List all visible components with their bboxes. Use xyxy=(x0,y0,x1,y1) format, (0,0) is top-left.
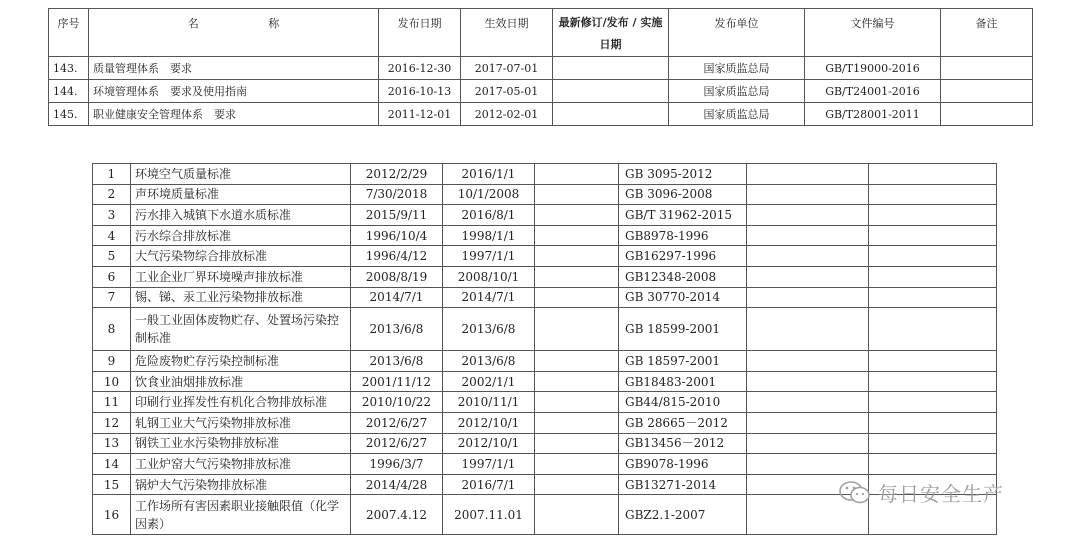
cell-publisher: 国家质监总局 xyxy=(669,57,805,80)
cell-publish-date: 2007.4.12 xyxy=(351,495,443,535)
cell-publish-date: 1996/3/7 xyxy=(351,454,443,475)
cell-empty xyxy=(747,412,869,433)
cell-effective-date: 1997/1/1 xyxy=(443,454,535,475)
cell-empty xyxy=(747,266,869,287)
cell-empty xyxy=(869,225,997,246)
cell-effective-date: 2013/6/8 xyxy=(443,308,535,351)
cell-name: 质量管理体系 要求 xyxy=(89,57,379,80)
cell-empty xyxy=(869,392,997,413)
cell-name: 环境管理体系 要求及使用指南 xyxy=(89,80,379,103)
cell-effective-date: 2007.11.01 xyxy=(443,495,535,535)
cell-publish-date: 2012/6/27 xyxy=(351,433,443,454)
cell-name: 环境空气质量标准 xyxy=(131,164,351,185)
cell-publish-date: 2014/4/28 xyxy=(351,474,443,495)
cell-number: 4 xyxy=(93,225,131,246)
cell-empty xyxy=(747,308,869,351)
cell-publish-date: 1996/10/4 xyxy=(351,225,443,246)
cell-publish-date: 2014/7/1 xyxy=(351,287,443,308)
cell-doc-number: GB 28665－2012 xyxy=(619,412,747,433)
cell-latest-revision xyxy=(535,412,619,433)
cell-doc-number: GB/T24001-2016 xyxy=(805,80,941,103)
cell-name: 轧钢工业大气污染物排放标准 xyxy=(131,412,351,433)
cell-latest-revision xyxy=(553,103,669,126)
cell-name: 职业健康安全管理体系 要求 xyxy=(89,103,379,126)
cell-effective-date: 2013/6/8 xyxy=(443,351,535,372)
table-row xyxy=(49,80,1033,103)
cell-empty xyxy=(747,454,869,475)
cell-name: 声环境质量标准 xyxy=(131,184,351,205)
cell-empty xyxy=(869,351,997,372)
cell-latest-revision xyxy=(535,392,619,413)
watermark xyxy=(838,478,1004,507)
cell-number: 2 xyxy=(93,184,131,205)
cell-latest-revision xyxy=(535,474,619,495)
cell-publish-date: 2012/2/29 xyxy=(351,164,443,185)
cell-name: 工业炉窑大气污染物排放标准 xyxy=(131,454,351,475)
cell-doc-number: GB18483-2001 xyxy=(619,371,747,392)
cell-empty xyxy=(869,371,997,392)
cell-number: 15 xyxy=(93,474,131,495)
cell-number: 9 xyxy=(93,351,131,372)
cell-publish-date: 2016-12-30 xyxy=(379,57,461,80)
cell-name: 危险废物贮存污染控制标准 xyxy=(131,351,351,372)
cell-latest-revision xyxy=(535,164,619,185)
cell-empty xyxy=(869,184,997,205)
cell-latest-revision xyxy=(535,246,619,267)
cell-latest-revision xyxy=(535,205,619,226)
cell-effective-date: 1998/1/1 xyxy=(443,225,535,246)
table-row xyxy=(93,412,997,433)
cell-doc-number: GB16297-1996 xyxy=(619,246,747,267)
cell-doc-number: GB 18597-2001 xyxy=(619,351,747,372)
cell-latest-revision xyxy=(553,80,669,103)
cell-remark xyxy=(941,57,1033,80)
wechat-icon xyxy=(838,480,872,506)
cell-name: 大气污染物综合排放标准 xyxy=(131,246,351,267)
cell-latest-revision xyxy=(535,495,619,535)
cell-empty xyxy=(869,308,997,351)
cell-effective-date: 2008/10/1 xyxy=(443,266,535,287)
table-row xyxy=(49,57,1033,80)
cell-effective-date: 2014/7/1 xyxy=(443,287,535,308)
cell-doc-number: GB8978-1996 xyxy=(619,225,747,246)
table-header-row xyxy=(49,9,1033,57)
cell-name: 工业企业厂界环境噪声排放标准 xyxy=(131,266,351,287)
cell-number: 3 xyxy=(93,205,131,226)
cell-empty xyxy=(747,184,869,205)
table-row xyxy=(93,287,997,308)
cell-number: 7 xyxy=(93,287,131,308)
cell-publish-date: 2015/9/11 xyxy=(351,205,443,226)
cell-doc-number: GB 30770-2014 xyxy=(619,287,747,308)
cell-seq: 143. xyxy=(49,57,89,80)
cell-number: 6 xyxy=(93,266,131,287)
cell-remark xyxy=(941,103,1033,126)
cell-publish-date: 2011-12-01 xyxy=(379,103,461,126)
cell-number: 11 xyxy=(93,392,131,413)
cell-name: 一般工业固体废物贮存、处置场污染控制标准 xyxy=(131,308,351,351)
cell-effective-date: 2012/10/1 xyxy=(443,412,535,433)
cell-empty xyxy=(747,225,869,246)
cell-empty xyxy=(869,205,997,226)
cell-doc-number: GB/T 31962-2015 xyxy=(619,205,747,226)
cell-seq: 145. xyxy=(49,103,89,126)
cell-number: 12 xyxy=(93,412,131,433)
cell-latest-revision xyxy=(535,371,619,392)
cell-publish-date: 2016-10-13 xyxy=(379,80,461,103)
cell-effective-date: 2016/7/1 xyxy=(443,474,535,495)
cell-publish-date: 2013/6/8 xyxy=(351,351,443,372)
cell-number: 10 xyxy=(93,371,131,392)
cell-number: 8 xyxy=(93,308,131,351)
table-row xyxy=(93,351,997,372)
header-seq: 序号 xyxy=(49,9,89,57)
cell-latest-revision xyxy=(535,351,619,372)
table-row xyxy=(93,454,997,475)
cell-name: 污水综合排放标准 xyxy=(131,225,351,246)
cell-name: 饮食业油烟排放标准 xyxy=(131,371,351,392)
table-row xyxy=(93,164,997,185)
cell-doc-number: GB 3095-2012 xyxy=(619,164,747,185)
table-row xyxy=(93,371,997,392)
cell-empty xyxy=(869,246,997,267)
cell-effective-date: 2016/8/1 xyxy=(443,205,535,226)
header-latest-revision-line1: 最新修订/发布 / 实施 xyxy=(558,16,663,29)
header-name-part-b: 称 xyxy=(268,17,280,30)
cell-doc-number: GB44/815-2010 xyxy=(619,392,747,413)
cell-effective-date: 1997/1/1 xyxy=(443,246,535,267)
cell-latest-revision xyxy=(535,225,619,246)
cell-doc-number: GB 18599-2001 xyxy=(619,308,747,351)
cell-doc-number: GBZ2.1-2007 xyxy=(619,495,747,535)
cell-publish-date: 1996/4/12 xyxy=(351,246,443,267)
table-row xyxy=(93,205,997,226)
cell-effective-date: 2017-07-01 xyxy=(461,57,553,80)
cell-publish-date: 2010/10/22 xyxy=(351,392,443,413)
cell-effective-date: 2016/1/1 xyxy=(443,164,535,185)
header-publisher: 发布单位 xyxy=(669,9,805,57)
cell-publisher: 国家质监总局 xyxy=(669,103,805,126)
cell-effective-date: 2017-05-01 xyxy=(461,80,553,103)
cell-empty xyxy=(747,371,869,392)
cell-name: 锅炉大气污染物排放标准 xyxy=(131,474,351,495)
cell-remark xyxy=(941,80,1033,103)
table-row xyxy=(93,433,997,454)
cell-empty xyxy=(869,454,997,475)
header-name-part-a: 名 xyxy=(187,17,199,30)
cell-name: 锡、锑、汞工业污染物排放标准 xyxy=(131,287,351,308)
cell-publish-date: 7/30/2018 xyxy=(351,184,443,205)
cell-number: 16 xyxy=(93,495,131,535)
cell-effective-date: 2012/10/1 xyxy=(443,433,535,454)
table-row xyxy=(93,246,997,267)
cell-name: 工作场所有害因素职业接触限值（化学因素） xyxy=(131,495,351,535)
cell-latest-revision xyxy=(535,454,619,475)
header-name xyxy=(89,9,379,57)
cell-name: 钢铁工业水污染物排放标准 xyxy=(131,433,351,454)
cell-publish-date: 2008/8/19 xyxy=(351,266,443,287)
table-row xyxy=(93,266,997,287)
cell-effective-date: 2002/1/1 xyxy=(443,371,535,392)
cell-doc-number: GB/T28001-2011 xyxy=(805,103,941,126)
cell-number: 1 xyxy=(93,164,131,185)
cell-number: 5 xyxy=(93,246,131,267)
cell-empty xyxy=(747,287,869,308)
cell-empty xyxy=(747,205,869,226)
cell-publish-date: 2012/6/27 xyxy=(351,412,443,433)
table-row xyxy=(93,225,997,246)
cell-effective-date: 2012-02-01 xyxy=(461,103,553,126)
cell-number: 13 xyxy=(93,433,131,454)
cell-doc-number: GB9078-1996 xyxy=(619,454,747,475)
header-latest-revision xyxy=(553,9,669,57)
cell-doc-number: GB13271-2014 xyxy=(619,474,747,495)
cell-name: 印刷行业挥发性有机化合物排放标准 xyxy=(131,392,351,413)
cell-effective-date: 10/1/2008 xyxy=(443,184,535,205)
header-doc-number: 文件编号 xyxy=(805,9,941,57)
cell-doc-number: GB/T19000-2016 xyxy=(805,57,941,80)
cell-empty xyxy=(747,246,869,267)
header-effective-date: 生效日期 xyxy=(461,9,553,57)
cell-latest-revision xyxy=(553,57,669,80)
cell-empty xyxy=(747,351,869,372)
cell-latest-revision xyxy=(535,287,619,308)
watermark-text: 每日安全生产 xyxy=(878,482,1004,506)
cell-number: 14 xyxy=(93,454,131,475)
header-latest-revision-line2: 日期 xyxy=(599,38,622,51)
cell-name: 污水排入城镇下水道水质标准 xyxy=(131,205,351,226)
cell-doc-number: GB12348-2008 xyxy=(619,266,747,287)
cell-latest-revision xyxy=(535,184,619,205)
table-row xyxy=(93,392,997,413)
cell-latest-revision xyxy=(535,433,619,454)
cell-publisher: 国家质监总局 xyxy=(669,80,805,103)
cell-publish-date: 2013/6/8 xyxy=(351,308,443,351)
cell-doc-number: GB13456－2012 xyxy=(619,433,747,454)
cell-seq: 144. xyxy=(49,80,89,103)
cell-doc-number: GB 3096-2008 xyxy=(619,184,747,205)
cell-empty xyxy=(747,164,869,185)
cell-empty xyxy=(869,266,997,287)
table-row xyxy=(93,184,997,205)
cell-empty xyxy=(869,433,997,454)
cell-publish-date: 2001/11/12 xyxy=(351,371,443,392)
cell-effective-date: 2010/11/1 xyxy=(443,392,535,413)
table-row xyxy=(93,308,997,351)
cell-empty xyxy=(869,164,997,185)
cell-empty xyxy=(747,433,869,454)
header-publish-date: 发布日期 xyxy=(379,9,461,57)
standards-table-header-section xyxy=(48,8,1033,126)
header-remark: 备注 xyxy=(941,9,1033,57)
cell-empty xyxy=(869,287,997,308)
cell-empty xyxy=(747,392,869,413)
cell-empty xyxy=(869,412,997,433)
cell-latest-revision xyxy=(535,266,619,287)
cell-latest-revision xyxy=(535,308,619,351)
table-row xyxy=(49,103,1033,126)
